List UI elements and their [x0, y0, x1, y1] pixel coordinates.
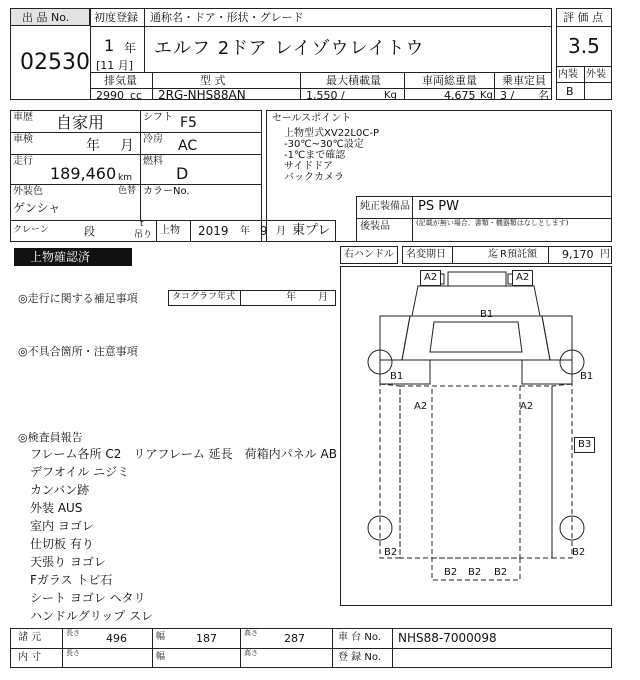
listing-year: 2019 [198, 224, 229, 238]
sales-line: バックカメラ [284, 172, 344, 183]
model-code-label: 型 式 [200, 74, 226, 87]
model-name: エルフ 2ドア レイゾウレイトウ [154, 38, 425, 59]
load-label: 最大積載量 [326, 74, 381, 87]
registration-label: 登 録 No. [338, 652, 381, 663]
crane-stage: 段 [84, 225, 95, 238]
width-value: 187 [196, 632, 217, 645]
interior-grade: B [566, 85, 574, 98]
genuine-label: 純正装備品 [360, 201, 410, 212]
color-label: 外装色 [13, 186, 43, 197]
mileage-label: 走行 [13, 156, 33, 167]
displacement-unit: cc [130, 89, 143, 102]
capacity-label: 乗車定員 [502, 74, 546, 87]
sales-points [284, 128, 379, 183]
damage-tag: B1 [580, 371, 594, 382]
history-label: 車歴 [13, 112, 33, 123]
width-label: 幅 [156, 632, 166, 642]
first-reg-year-unit: 年 [124, 41, 137, 55]
length-value: 496 [106, 632, 127, 645]
interior-dims-label: 内 寸 [18, 652, 42, 663]
lot-number: 02530 [20, 50, 90, 75]
damage-tag: B1 [390, 371, 404, 382]
sales-line: 上物型式XV22L0C-P [284, 128, 379, 139]
damage-tag: B1 [480, 309, 494, 320]
history-value: 自家用 [56, 113, 105, 132]
tacho-label: タコグラフ年式 [172, 292, 236, 302]
model-name-label: 通称名・ドア・形状・グレード [150, 11, 304, 24]
gross-label: 車両総重量 [422, 74, 477, 87]
chassis-value: NHS88-7000098 [398, 631, 497, 645]
inspector-line: シート ヨゴレ ヘタリ [30, 591, 146, 605]
capacity-unit: 名 [538, 89, 549, 102]
damage-tag: B2 [444, 567, 458, 578]
aircon-value: AC [178, 138, 198, 154]
tacho-year: 年 [286, 292, 296, 303]
inspector-line: ハンドルグリップ スレ [30, 609, 154, 623]
listing-year-unit: 年 [240, 226, 250, 237]
confirmed-banner: 上物確認済 [14, 248, 132, 266]
color-no-label: カラーNo. [143, 186, 190, 197]
interior-height-label: 高さ [244, 649, 258, 657]
load-value: 1,550 / [306, 89, 345, 102]
fuel-label: 燃料 [143, 156, 163, 167]
grade-value: 3.5 [568, 34, 600, 58]
tacho-month: 月 [318, 292, 328, 303]
inspector-line: デフオイル ニジミ [30, 465, 130, 479]
inspection-year: 年 [86, 138, 100, 154]
damage-tag: A2 [414, 401, 428, 412]
first-reg-month: [11 月] [96, 59, 134, 72]
displacement-label: 排気量 [104, 74, 137, 87]
shift-value: F5 [180, 115, 197, 131]
listing-maker: 東プレ [292, 223, 331, 238]
color-code-label: 色替 [118, 186, 137, 196]
crane-label: クレーン [13, 225, 49, 235]
color-value: ゲンシャ [13, 201, 61, 215]
first-reg-year: 1 [104, 36, 115, 55]
aftermarket-label: 後装品 [360, 221, 390, 232]
damage-tag: B3 [574, 437, 595, 453]
interior-length-label: 長さ [66, 649, 80, 657]
height-label: 高さ [244, 629, 258, 637]
mileage-unit: km [118, 173, 132, 183]
aftermarket-note: (記載が無い場合、書類・機器類はなしとします) [416, 219, 569, 227]
interior-grade-label: 内装 [558, 69, 578, 80]
inspector-line: 外装 AUS [30, 501, 83, 515]
sales-title: セールスポイント [272, 113, 352, 124]
height-value: 287 [284, 632, 305, 645]
crane-lift: 吊り [134, 230, 153, 240]
fuel-value: D [176, 164, 189, 183]
defects-title: ◎不具合箇所・注意事項 [18, 345, 138, 358]
model-code: 2RG-NHS88AN [158, 88, 246, 102]
damage-tag: A2 [520, 401, 534, 412]
damage-tag: B2 [494, 567, 508, 578]
driving-title: ◎走行に関する補足事項 [18, 292, 138, 305]
inspector-title: ◎検査員報告 [18, 431, 83, 444]
inspector-notes [30, 447, 337, 627]
inspector-line: 室内 ヨゴレ [30, 519, 94, 533]
aircon-label: 冷房 [143, 134, 163, 145]
name-change-until: 迄 [488, 249, 498, 260]
genuine-value: PS PW [418, 199, 459, 214]
inspection-label: 車検 [13, 134, 33, 145]
chassis-label: 車 台 No. [338, 632, 381, 643]
r-deposit-value: 9,170 [562, 248, 594, 261]
inspector-line: 仕切板 有り [30, 537, 94, 551]
inspector-line: カンバン跡 [30, 483, 90, 497]
capacity-value: 3 / [500, 89, 515, 102]
sales-line: -30℃~30℃設定 [284, 139, 364, 150]
interior-width-label: 幅 [156, 652, 166, 662]
inspector-line: フレーム各所 C2 リアフレーム 延長 荷箱内パネル AB [30, 447, 337, 461]
damage-tag: B2 [572, 547, 586, 558]
listing-month: 9 [260, 224, 268, 238]
inspection-month: 月 [120, 138, 134, 154]
r-deposit-unit: 円 [600, 249, 610, 260]
listing-month-unit: 月 [276, 226, 286, 237]
length-label: 長さ [66, 629, 80, 637]
inspector-line: 天張り ヨゴレ [30, 555, 106, 569]
right-hand-label: 右ハンドル [344, 249, 394, 260]
displacement-value: 2990 [96, 89, 124, 102]
first-reg-label: 初度登録 [94, 11, 138, 24]
listing-label: 上物 [160, 225, 180, 236]
damage-tag: B2 [384, 547, 398, 558]
lot-label: 出 品 No. [22, 11, 70, 24]
damage-tag: A2 [512, 270, 533, 286]
specs-label: 諸 元 [18, 632, 42, 643]
crane-t: t [140, 219, 144, 229]
gross-unit: Kg [480, 90, 493, 101]
r-deposit-label: R預託額 [500, 249, 537, 260]
damage-tag: B2 [468, 567, 482, 578]
damage-tag: A2 [420, 270, 441, 286]
grade-label: 評 価 点 [563, 11, 603, 24]
inspector-line: Fガラス トビ石 [30, 573, 113, 587]
sales-line: サイドドア [284, 161, 333, 172]
mileage-value: 189,460 [50, 164, 117, 183]
exterior-grade-label: 外装 [586, 69, 606, 80]
gross-value: 4,675 [444, 89, 476, 102]
load-unit: Kg [384, 90, 397, 101]
shift-label: シフト [143, 112, 173, 123]
name-change-label: 名変期日 [406, 249, 446, 260]
sales-line: -1℃まで確認 [284, 150, 346, 161]
